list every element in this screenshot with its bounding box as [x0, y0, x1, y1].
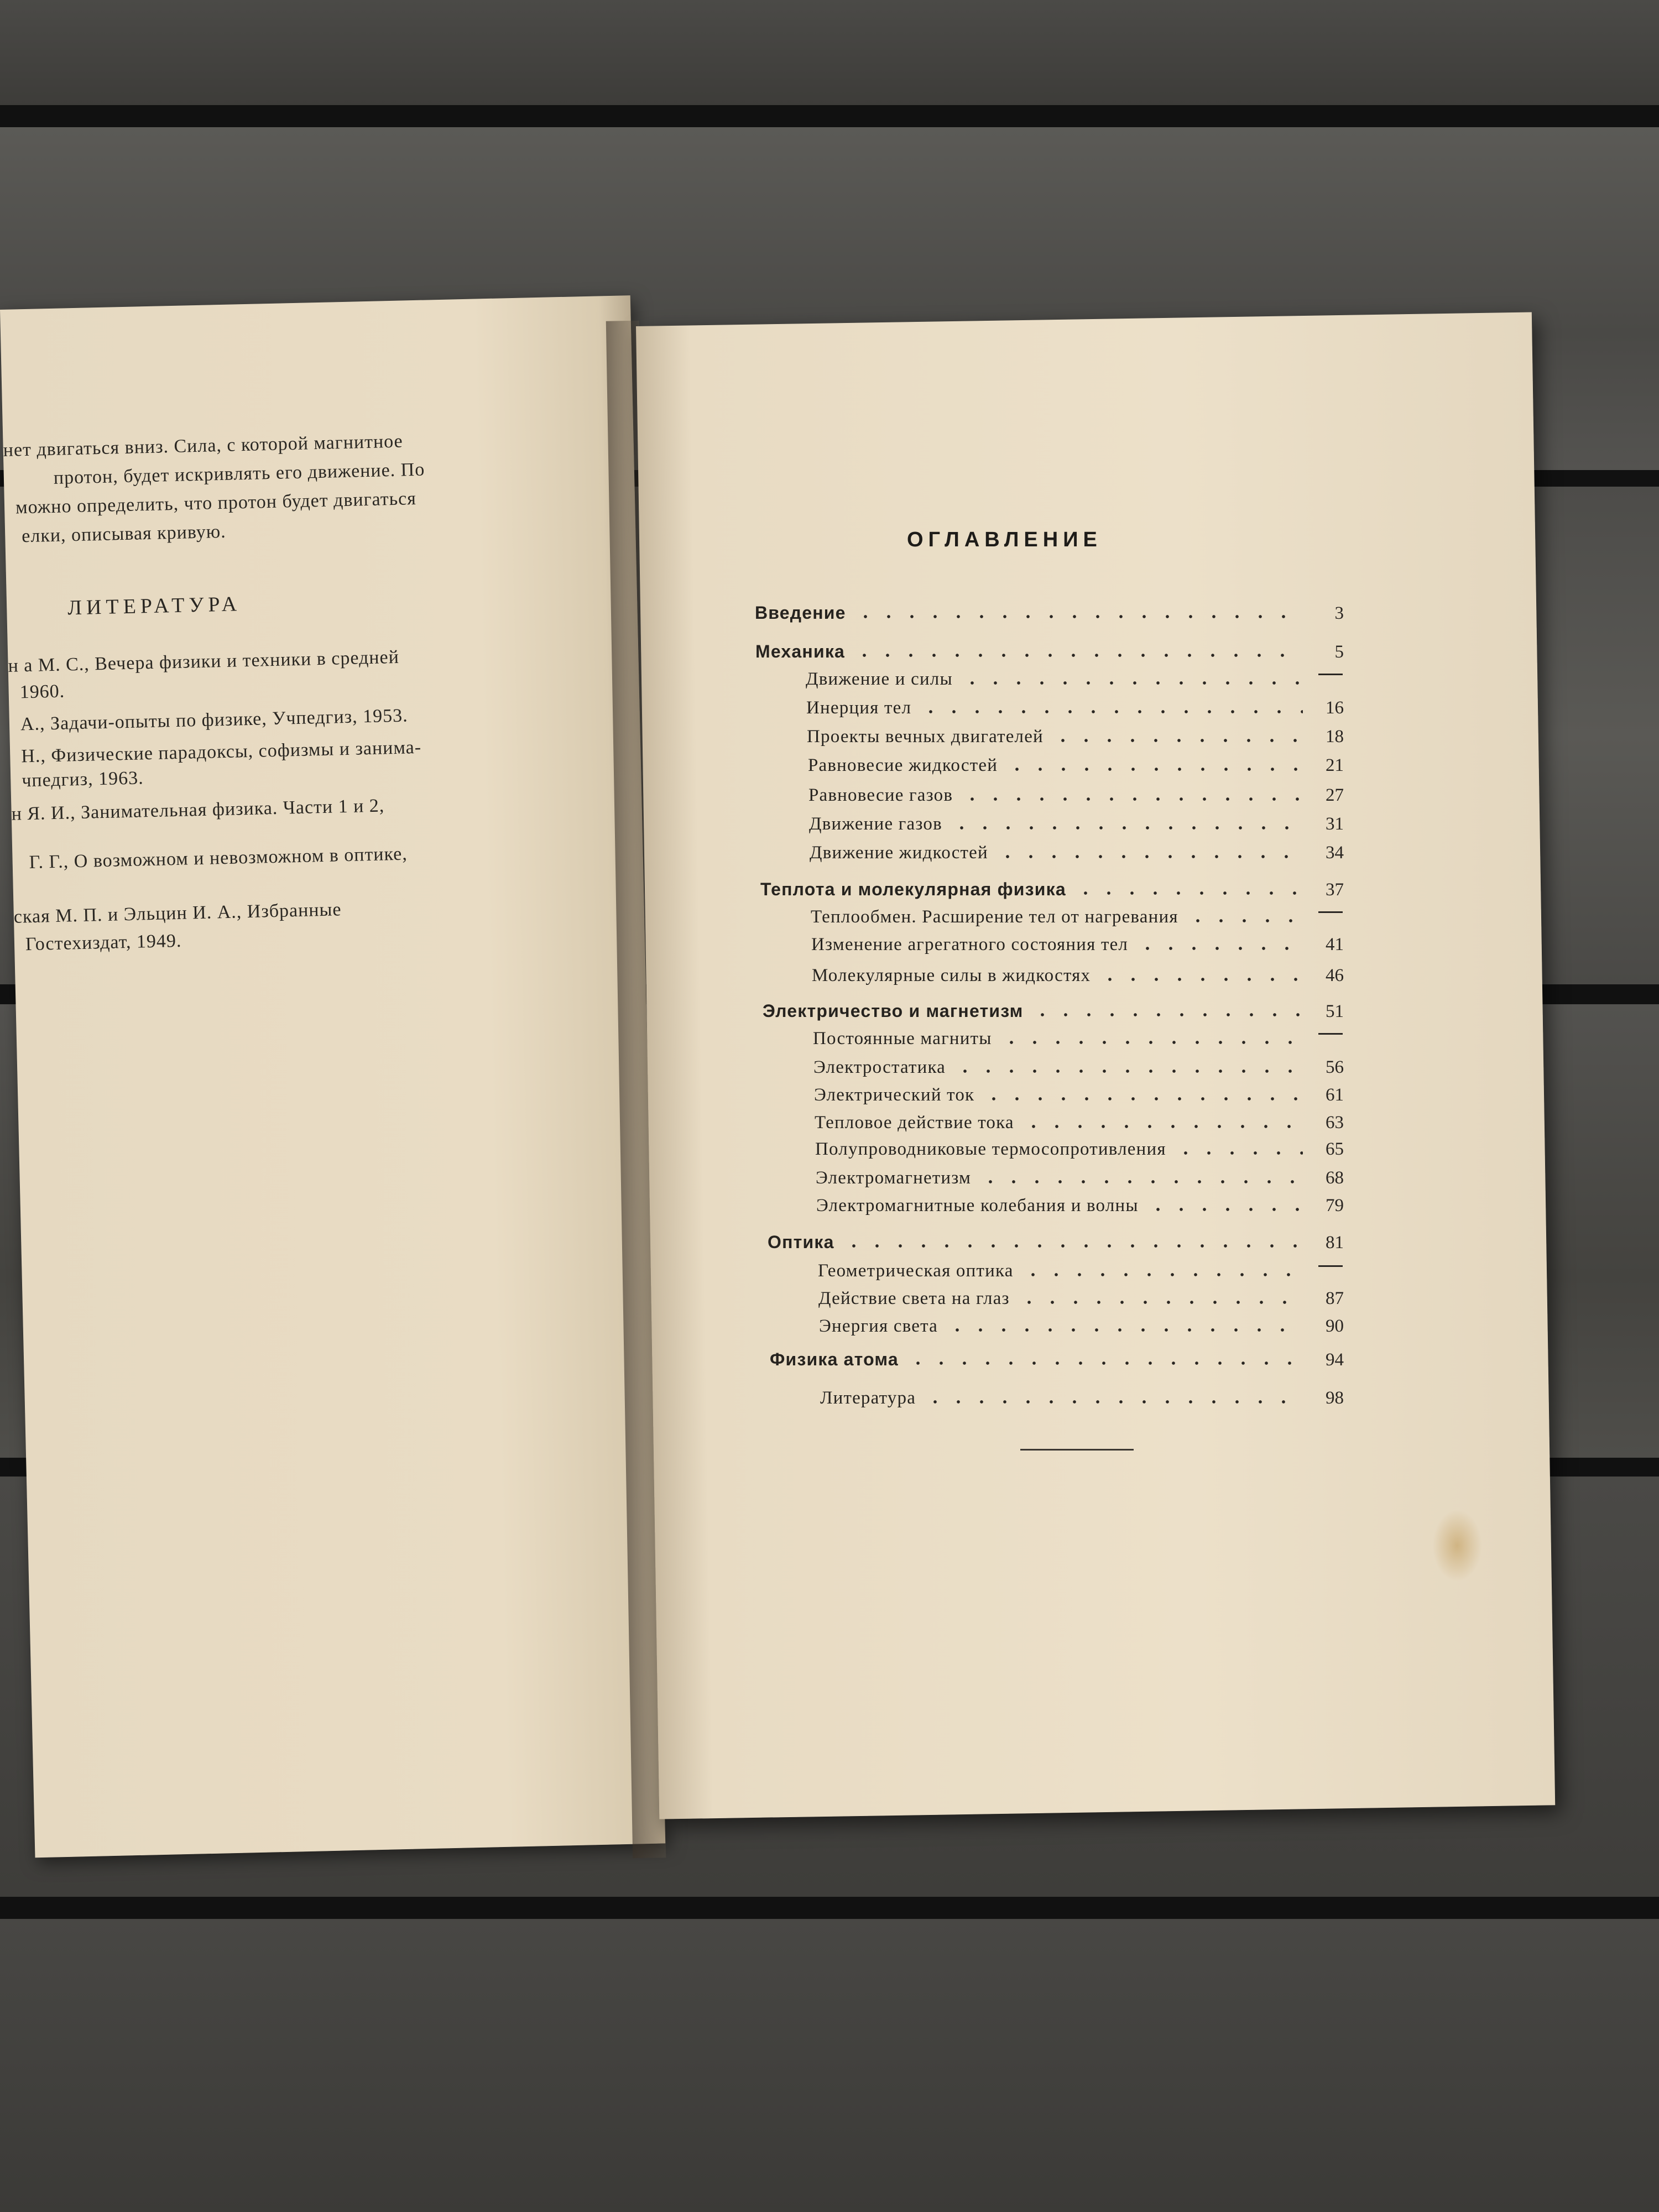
toc-entry-label: Тепловое действие тока: [815, 1113, 1014, 1133]
bibliography-line: ская М. П. и Эльцин И. А., Избранные: [13, 899, 342, 927]
toc-entry-label: Проекты вечных двигателей: [807, 727, 1044, 747]
toc-item-row: [816, 1196, 1344, 1223]
toc-item-row: [815, 1139, 1344, 1167]
dot-leader: [1018, 1300, 1303, 1305]
dot-leader: [919, 709, 1303, 714]
dot-leader: [1174, 1151, 1303, 1155]
toc-page-number: 98: [1326, 1388, 1344, 1408]
dot-leader: [1074, 891, 1303, 895]
toc-entry-label: Физика атома: [770, 1349, 899, 1369]
paragraph-line: нет двигаться вниз. Сила, с которой магнитное: [3, 431, 404, 461]
wood-plank: [0, 1919, 1659, 2212]
toc-item-row: [810, 843, 1344, 870]
toc-item-row: [806, 669, 1344, 697]
toc-entry-label: Движение газов: [809, 814, 942, 834]
toc-item-row: [814, 1085, 1344, 1113]
toc-entry-label: Действие света на глаз: [818, 1288, 1010, 1308]
dot-leader: [1136, 946, 1303, 951]
dot-leader: [854, 614, 1303, 619]
toc-entry-label: Геометрическая оптика: [818, 1261, 1014, 1281]
toc-item-row: [809, 814, 1344, 842]
toc-entry-label: Инерция тел: [806, 698, 912, 718]
dot-leader: [1051, 738, 1303, 743]
toc-entry-label: Введение: [755, 603, 846, 623]
toc-page-number: 65: [1326, 1139, 1344, 1159]
toc-page-number: 27: [1326, 785, 1344, 805]
dot-leader: [853, 653, 1303, 658]
bibliography-heading: ЛИТЕРАТУРА: [67, 592, 242, 620]
toc-entry-label: Механика: [755, 641, 846, 661]
dot-leader: [982, 1097, 1303, 1101]
toc-page-number: 51: [1326, 1001, 1344, 1021]
toc-item-row: [811, 935, 1344, 962]
toc-page-dash: [1318, 911, 1343, 913]
toc-page-number: 5: [1334, 642, 1344, 662]
toc-page-dash: [1318, 1033, 1343, 1035]
bibliography-line: 1960.: [19, 681, 65, 703]
toc-section-row: [755, 603, 1344, 630]
toc-page-number: 21: [1326, 755, 1344, 775]
toc-entry-label: Энергия света: [819, 1316, 938, 1336]
toc-page-number: 34: [1326, 843, 1344, 863]
end-rule: [1020, 1449, 1134, 1451]
toc-page-number: 94: [1326, 1350, 1344, 1370]
wood-plank: [0, 0, 1659, 105]
toc-item-row: [807, 727, 1344, 754]
toc-page-number: 41: [1326, 935, 1344, 954]
toc-item-row: [808, 785, 1344, 813]
toc-page-number: 16: [1326, 698, 1344, 718]
toc-entry-label: Теплообмен. Расширение тел от нагревания: [811, 907, 1178, 927]
bibliography-line: А., Задачи-опыты по физике, Учпедгиз, 1953.: [20, 705, 409, 735]
dot-leader: [996, 854, 1303, 859]
dot-leader: [1022, 1124, 1303, 1129]
dot-leader: [953, 1069, 1303, 1073]
toc-entry-label: Молекулярные силы в жидкостях: [812, 966, 1091, 985]
dot-leader: [961, 797, 1303, 801]
bibliography-line: н Я. И., Занимательная физика. Части 1 и 2,: [11, 795, 385, 825]
toc-item-row: [806, 698, 1344, 726]
dot-leader: [950, 826, 1303, 830]
toc-entry-label: Постоянные магниты: [813, 1029, 992, 1048]
dot-leader: [961, 681, 1303, 685]
toc-entry-label: Электричество и магнетизм: [763, 1001, 1024, 1021]
dot-leader: [946, 1328, 1303, 1332]
toc-page-number: 3: [1334, 603, 1344, 623]
dot-leader: [1098, 977, 1303, 982]
toc-entry-label: Электростатика: [813, 1057, 946, 1077]
toc-entry-label: Оптика: [768, 1232, 834, 1252]
dot-leader: [1146, 1207, 1303, 1212]
plank-gap: [0, 1897, 1659, 1919]
toc-page-number: 18: [1326, 727, 1344, 747]
paragraph-line: елки, описывая кривую.: [21, 521, 227, 547]
bibliography-line: н а М. С., Вечера физики и техники в средней: [8, 646, 400, 676]
bibliography-line: Г. Г., О возможном и невозможном в оптике,: [29, 843, 408, 873]
toc-entry-label: Полупроводниковые термосопротивления: [815, 1139, 1166, 1159]
dot-leader: [1000, 1040, 1303, 1045]
toc-item-row: [808, 755, 1344, 783]
paragraph-line: можно определить, что протон будет двигаться: [15, 488, 417, 518]
dot-leader: [979, 1180, 1303, 1184]
toc-section-row: [768, 1232, 1344, 1260]
toc-page-number: 79: [1326, 1196, 1344, 1215]
toc-entry-label: Электрический ток: [814, 1085, 975, 1105]
toc-entry-label: Электромагнитные колебания и волны: [816, 1196, 1139, 1215]
toc-item-row: [813, 1057, 1344, 1085]
dot-leader: [924, 1400, 1303, 1404]
toc-page-number: 68: [1326, 1168, 1344, 1188]
toc-page-number: 56: [1326, 1057, 1344, 1077]
toc-item-row: [820, 1388, 1344, 1416]
toc-item-row: [812, 966, 1344, 993]
toc-page-dash: [1318, 1265, 1343, 1267]
dot-leader: [1186, 919, 1303, 923]
toc-item-row: [813, 1029, 1344, 1056]
toc-page-number: 46: [1326, 966, 1344, 985]
toc-page-number: 31: [1326, 814, 1344, 834]
toc-section-row: [760, 879, 1344, 907]
toc-entry-label: Изменение агрегатного состояния тел: [811, 935, 1129, 954]
toc-page-number: 90: [1326, 1316, 1344, 1336]
paragraph-line: протон, будет искривлять его движение. По: [53, 459, 425, 488]
toc-section-row: [770, 1349, 1344, 1377]
bibliography-line: Гостехиздат, 1949.: [25, 930, 182, 955]
toc-entry-label: Литература: [820, 1388, 916, 1408]
toc-title: ОГЛАВЛЕНИЕ: [907, 528, 1102, 551]
toc-entry-label: Теплота и молекулярная физика: [760, 879, 1066, 899]
toc-entry-label: Движение жидкостей: [810, 843, 988, 863]
bibliography-line: Н., Физические парадоксы, софизмы и занима-: [20, 737, 422, 767]
toc-page-number: 63: [1326, 1113, 1344, 1133]
toc-item-row: [818, 1288, 1344, 1316]
toc-page-number: 61: [1326, 1085, 1344, 1105]
toc-entry-label: Электромагнетизм: [816, 1168, 972, 1188]
toc-item-row: [816, 1168, 1344, 1196]
bibliography-line: чпедгиз, 1963.: [21, 768, 144, 791]
left-book-page: [0, 295, 665, 1858]
toc-item-row: [818, 1261, 1344, 1288]
toc-entry-label: Равновесие жидкостей: [808, 755, 998, 775]
toc-item-row: [819, 1316, 1344, 1344]
dot-leader: [1021, 1272, 1303, 1277]
toc-entry-label: Равновесие газов: [808, 785, 953, 805]
toc-item-row: [815, 1113, 1344, 1140]
dot-leader: [1005, 767, 1303, 771]
dot-leader: [1031, 1013, 1303, 1017]
toc-entry-label: Движение и силы: [806, 669, 953, 689]
toc-page-number: 37: [1326, 880, 1344, 900]
toc-page-number: 87: [1326, 1288, 1344, 1308]
toc-section-row: [755, 641, 1344, 669]
toc-page-number: 81: [1326, 1233, 1344, 1253]
dot-leader: [842, 1244, 1303, 1248]
toc-page-dash: [1318, 674, 1343, 675]
toc-section-row: [763, 1001, 1344, 1029]
dot-leader: [906, 1361, 1303, 1365]
plank-gap: [0, 105, 1659, 127]
toc-item-row: [811, 907, 1344, 935]
paper-stain: [1432, 1510, 1482, 1582]
